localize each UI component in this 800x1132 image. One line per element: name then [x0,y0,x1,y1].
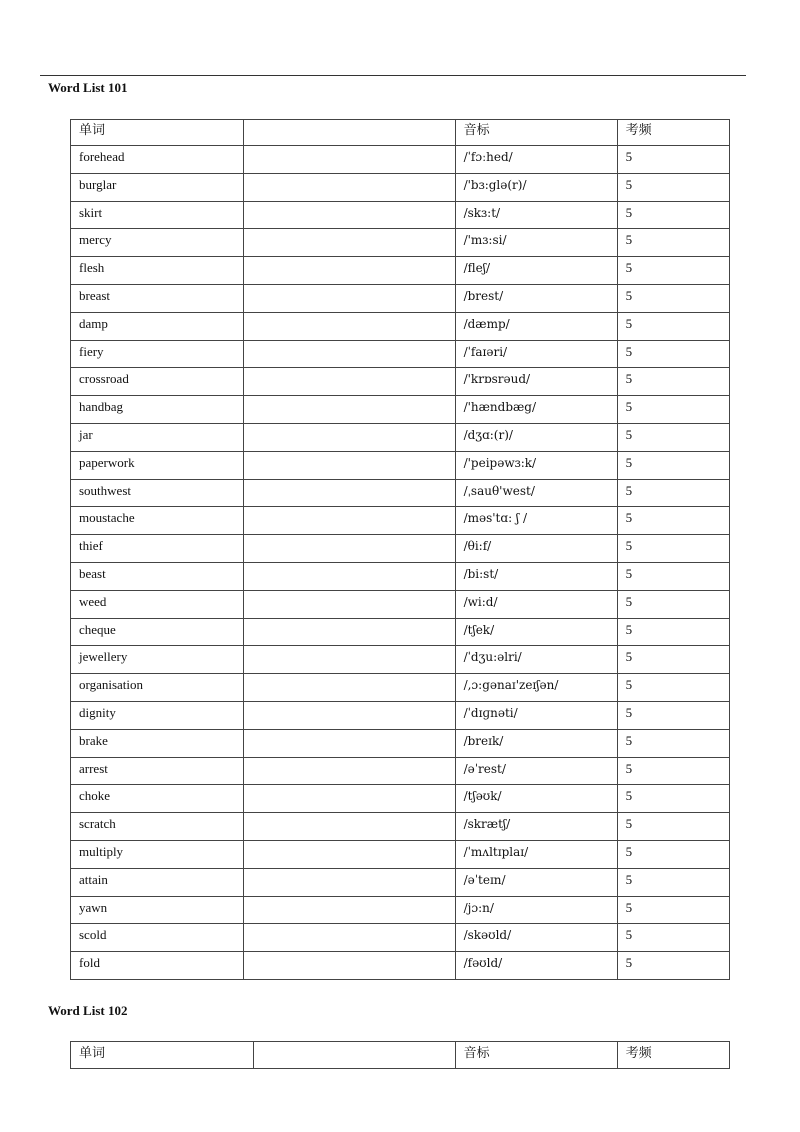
blank-cell [243,284,455,312]
phonetic-cell: /əˈrest/ [455,757,617,785]
frequency-cell: 5 [617,757,729,785]
word-cell: crossroad [71,368,244,396]
table-row [71,284,730,312]
table-row [71,674,730,702]
frequency-cell: 5 [617,201,729,229]
table-row [71,896,730,924]
table-row [71,840,730,868]
table-row [71,646,730,674]
word-cell: burglar [71,173,244,201]
frequency-cell: 5 [617,396,729,424]
phonetic-cell: /θi:f/ [455,535,617,563]
table-row [71,590,730,618]
phonetic-cell: /brest/ [455,284,617,312]
table-row [71,813,730,841]
blank-cell [243,674,455,702]
frequency-cell: 5 [617,729,729,757]
frequency-cell: 5 [617,840,729,868]
table-row [71,396,730,424]
blank-cell [243,618,455,646]
blank-cell [243,896,455,924]
blank-cell [243,757,455,785]
table-row [71,535,730,563]
blank-cell [243,229,455,257]
word-cell: weed [71,590,244,618]
table-row [71,924,730,952]
blank-cell [243,451,455,479]
word-cell: flesh [71,257,244,285]
word-cell: choke [71,785,244,813]
word-cell: moustache [71,507,244,535]
frequency-cell: 5 [617,507,729,535]
blank-cell [243,868,455,896]
word-cell: handbag [71,396,244,424]
phonetic-cell: /skɜ:t/ [455,201,617,229]
header-phonetic: 音标 [455,1042,617,1069]
phonetic-cell: /breɪk/ [455,729,617,757]
frequency-cell: 5 [617,562,729,590]
blank-cell [243,813,455,841]
blank-cell [243,535,455,563]
header-frequency: 考频 [617,1042,729,1069]
header-word: 单词 [71,1042,254,1069]
word-cell: damp [71,312,244,340]
word-cell: thief [71,535,244,563]
header-frequency: 考频 [617,120,729,146]
word-cell: dignity [71,701,244,729]
table-row [71,729,730,757]
header-blank [254,1042,455,1069]
frequency-cell: 5 [617,813,729,841]
blank-cell [243,423,455,451]
frequency-cell: 5 [617,368,729,396]
phonetic-cell: /'krɒsrəud/ [455,368,617,396]
phonetic-cell: /ˌsauθ'west/ [455,479,617,507]
blank-cell [243,312,455,340]
frequency-cell: 5 [617,535,729,563]
frequency-cell: 5 [617,479,729,507]
blank-cell [243,924,455,952]
blank-cell [243,201,455,229]
word-cell: beast [71,562,244,590]
phonetic-cell: /jɔ:n/ [455,896,617,924]
phonetic-cell: /məs'tɑ: ʃ / [455,507,617,535]
table-row [71,229,730,257]
blank-cell [243,590,455,618]
word-cell: arrest [71,757,244,785]
table-row [71,451,730,479]
blank-cell [243,729,455,757]
phonetic-cell: /tʃek/ [455,618,617,646]
table-header-row [71,1042,730,1069]
phonetic-cell: /ˈdʒu:əlri/ [455,646,617,674]
frequency-cell: 5 [617,340,729,368]
word-list-101-table [70,119,730,980]
frequency-cell: 5 [617,896,729,924]
frequency-cell: 5 [617,229,729,257]
word-cell: scold [71,924,244,952]
word-cell: cheque [71,618,244,646]
table-row [71,340,730,368]
table-row [71,146,730,174]
blank-cell [243,952,455,980]
phonetic-cell: /bi:st/ [455,562,617,590]
phonetic-cell: /dʒɑ:(r)/ [455,423,617,451]
table-row [71,312,730,340]
phonetic-cell: /'hændbæg/ [455,396,617,424]
frequency-cell: 5 [617,618,729,646]
header-blank [243,120,455,146]
phonetic-cell: /'peipəwɜ:k/ [455,451,617,479]
table-row [71,368,730,396]
word-cell: skirt [71,201,244,229]
blank-cell [243,396,455,424]
table-row [71,257,730,285]
blank-cell [243,646,455,674]
blank-cell [243,146,455,174]
table-row [71,562,730,590]
frequency-cell: 5 [617,785,729,813]
table-row [71,701,730,729]
table-row [71,173,730,201]
word-cell: multiply [71,840,244,868]
phonetic-cell: /fleʃ/ [455,257,617,285]
blank-cell [243,840,455,868]
table-row [71,757,730,785]
word-cell: mercy [71,229,244,257]
phonetic-cell: /dæmp/ [455,312,617,340]
phonetic-cell: /tʃəʊk/ [455,785,617,813]
blank-cell [243,257,455,285]
word-cell: forehead [71,146,244,174]
table-row [71,507,730,535]
phonetic-cell: /skəʊld/ [455,924,617,952]
word-list-102-title: Word List 102 [48,1003,128,1018]
word-cell: paperwork [71,451,244,479]
table-row [71,479,730,507]
phonetic-cell: /,ɔ:gənaɪ'zeɪʃən/ [455,674,617,702]
table-row [71,423,730,451]
table-row [71,618,730,646]
phonetic-cell: /'bɜ:glə(r)/ [455,173,617,201]
phonetic-cell: /fəʊld/ [455,952,617,980]
blank-cell [243,368,455,396]
phonetic-cell: /'mɜ:si/ [455,229,617,257]
phonetic-cell: /ˈfɔːhed/ [455,146,617,174]
word-cell: scratch [71,813,244,841]
frequency-cell: 5 [617,312,729,340]
phonetic-cell: /wi:d/ [455,590,617,618]
phonetic-cell: /əˈteɪn/ [455,868,617,896]
frequency-cell: 5 [617,924,729,952]
frequency-cell: 5 [617,146,729,174]
word-cell: breast [71,284,244,312]
frequency-cell: 5 [617,646,729,674]
phonetic-cell: /ˈdɪɡnəti/ [455,701,617,729]
table-row [71,785,730,813]
word-cell: attain [71,868,244,896]
word-list-102-table [70,1041,730,1069]
blank-cell [243,785,455,813]
blank-cell [243,173,455,201]
word-cell: yawn [71,896,244,924]
header-word: 单词 [71,120,244,146]
frequency-cell: 5 [617,701,729,729]
table-row [71,201,730,229]
frequency-cell: 5 [617,284,729,312]
blank-cell [243,701,455,729]
frequency-cell: 5 [617,173,729,201]
blank-cell [243,507,455,535]
word-list-101-title: Word List 101 [48,80,128,95]
frequency-cell: 5 [617,257,729,285]
word-cell: fold [71,952,244,980]
table-row [71,868,730,896]
blank-cell [243,479,455,507]
header-phonetic: 音标 [455,120,617,146]
word-cell: jar [71,423,244,451]
phonetic-cell: /skrætʃ/ [455,813,617,841]
frequency-cell: 5 [617,423,729,451]
frequency-cell: 5 [617,674,729,702]
frequency-cell: 5 [617,451,729,479]
blank-cell [243,340,455,368]
phonetic-cell: /ˈfaɪəri/ [455,340,617,368]
table-row [71,952,730,980]
table-header-row [71,120,730,146]
phonetic-cell: /ˈmʌltɪplaɪ/ [455,840,617,868]
word-cell: jewellery [71,646,244,674]
word-cell: brake [71,729,244,757]
top-rule [40,75,746,76]
frequency-cell: 5 [617,952,729,980]
word-cell: fiery [71,340,244,368]
word-cell: organisation [71,674,244,702]
word-cell: southwest [71,479,244,507]
frequency-cell: 5 [617,868,729,896]
frequency-cell: 5 [617,590,729,618]
blank-cell [243,562,455,590]
